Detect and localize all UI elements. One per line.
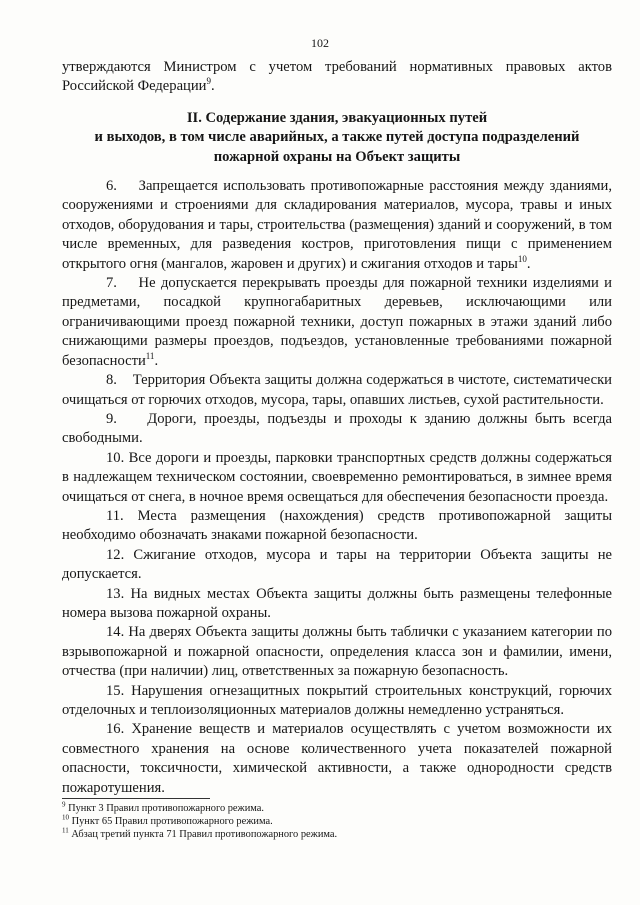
paragraph-9 bbox=[62, 410, 612, 449]
footnote-number: 11 bbox=[62, 826, 69, 835]
paragraph-6 bbox=[62, 177, 612, 274]
footnote-ref: 11 bbox=[145, 350, 155, 361]
intro-tail: . bbox=[211, 78, 215, 95]
footnote-item bbox=[62, 802, 612, 815]
document-body bbox=[62, 58, 612, 798]
footnote-item bbox=[62, 828, 612, 841]
paragraph-text: 14. На дверях Объекта защиты должны быть таблички с указанием категории по взрывопожарной и пожарной опасности, определения класса зон и фамилии, имени, отчества (при наличии) лиц, ответственных за пожарную безопасность. bbox=[62, 624, 612, 680]
paragraph-text: 12. Сжигание отходов, мусора и тары на территории Объекта защиты не допускается. bbox=[62, 546, 612, 583]
section-heading bbox=[62, 109, 612, 167]
intro-text: утверждаются Министром с учетом требований нормативных правовых актов Российской Федерации bbox=[62, 59, 612, 95]
paragraph-16 bbox=[62, 720, 612, 798]
paragraph-text: 8. Территория Объекта защиты должна содержаться в чистоте, систематически очищаться от горючих отходов, мусора, тары, опавших листьев, сухой растительности. bbox=[62, 372, 612, 408]
footnote-number: 9 bbox=[62, 800, 66, 809]
footnote-ref: 9 bbox=[206, 76, 211, 87]
paragraph-text: 10. Все дороги и проезды, парковки транспортных средств должны содержаться в надлежащем техническом состоянии, своевременно ремонтироваться, в зимнее время очищаться от снега, в ночное время освещаться для обеспечения безопасности проезда. bbox=[62, 449, 612, 505]
section-heading-line: II. Содержание здания, эвакуационных путей bbox=[186, 109, 488, 126]
paragraph-tail: . bbox=[154, 352, 159, 369]
paragraph-text: 11. Места размещения (нахождения) средств противопожарной защиты необходимо обозначать знаками пожарной безопасности. bbox=[62, 507, 612, 544]
section-heading-line: пожарной охраны на Объект защиты bbox=[213, 148, 461, 165]
footnote-number: 10 bbox=[62, 813, 69, 822]
paragraph-11 bbox=[62, 507, 612, 546]
paragraph-text: 6. Запрещается использовать противопожарные расстояния между зданиями, сооружениями и строениями для складирования материалов, мусора, травы и иных отходов, оборудования и тары, строительства (размещения) зданий и сооружений, в том числе временных, для разведения костров, приготовления пищи с применением открытого огня (мангалов, жаровен и других) и сжигания отходов и тары bbox=[62, 178, 612, 272]
footnote-text: Пункт 65 Правил противопожарного режима. bbox=[69, 816, 273, 827]
paragraph-8 bbox=[62, 371, 612, 410]
paragraph-10 bbox=[62, 449, 612, 507]
paragraph-text: 9. Дороги, проезды, подъезды и проходы к зданию должны быть всегда свободными. bbox=[62, 410, 612, 447]
paragraph-13 bbox=[62, 585, 612, 624]
paragraph-7 bbox=[62, 274, 612, 371]
footnote-item bbox=[62, 815, 612, 828]
footnote-text: Пункт 3 Правил противопожарного режима. bbox=[65, 803, 265, 814]
paragraph-14 bbox=[62, 623, 612, 681]
paragraph-text: 13. На видных местах Объекта защиты должны быть размещены телефонные номера вызова пожарной охраны. bbox=[62, 585, 612, 621]
footnotes bbox=[62, 802, 612, 841]
paragraph-12 bbox=[62, 546, 612, 585]
paragraph-tail: . bbox=[526, 255, 531, 272]
paragraph-15 bbox=[62, 682, 612, 721]
paragraph-text: 7. Не допускается перекрывать проезды для пожарной техники изделиями и предметами, посадкой крупногабаритных деревьев, исключающими или ограничивающими проезд пожарной техники, доступ пожарных в этажи зданий либо снижающими размеры проездов, подъездов, установленные требованиями пожарной безопасности bbox=[62, 275, 612, 369]
page-number: 102 bbox=[311, 36, 329, 50]
paragraph-text: 15. Нарушения огнезащитных покрытий строительных конструкций, горючих отделочных и теплоизоляционных материалов должны немедленно устраняться. bbox=[62, 682, 612, 718]
footnote-ref: 10 bbox=[517, 253, 527, 264]
intro-paragraph bbox=[62, 58, 612, 97]
paragraph-text: 16. Хранение веществ и материалов осуществлять с учетом возможности их совместного хранения на основе количественного учета показателей пожарной опасности, токсичности, химической активности, а также однородности средств пожаротушения. bbox=[62, 721, 612, 796]
section-heading-line: и выходов, в том числе аварийных, а также путей доступа подразделений bbox=[94, 129, 580, 146]
footnote-divider bbox=[62, 798, 210, 799]
footnote-text: Абзац третий пункта 71 Правил противопожарного режима. bbox=[68, 829, 338, 840]
